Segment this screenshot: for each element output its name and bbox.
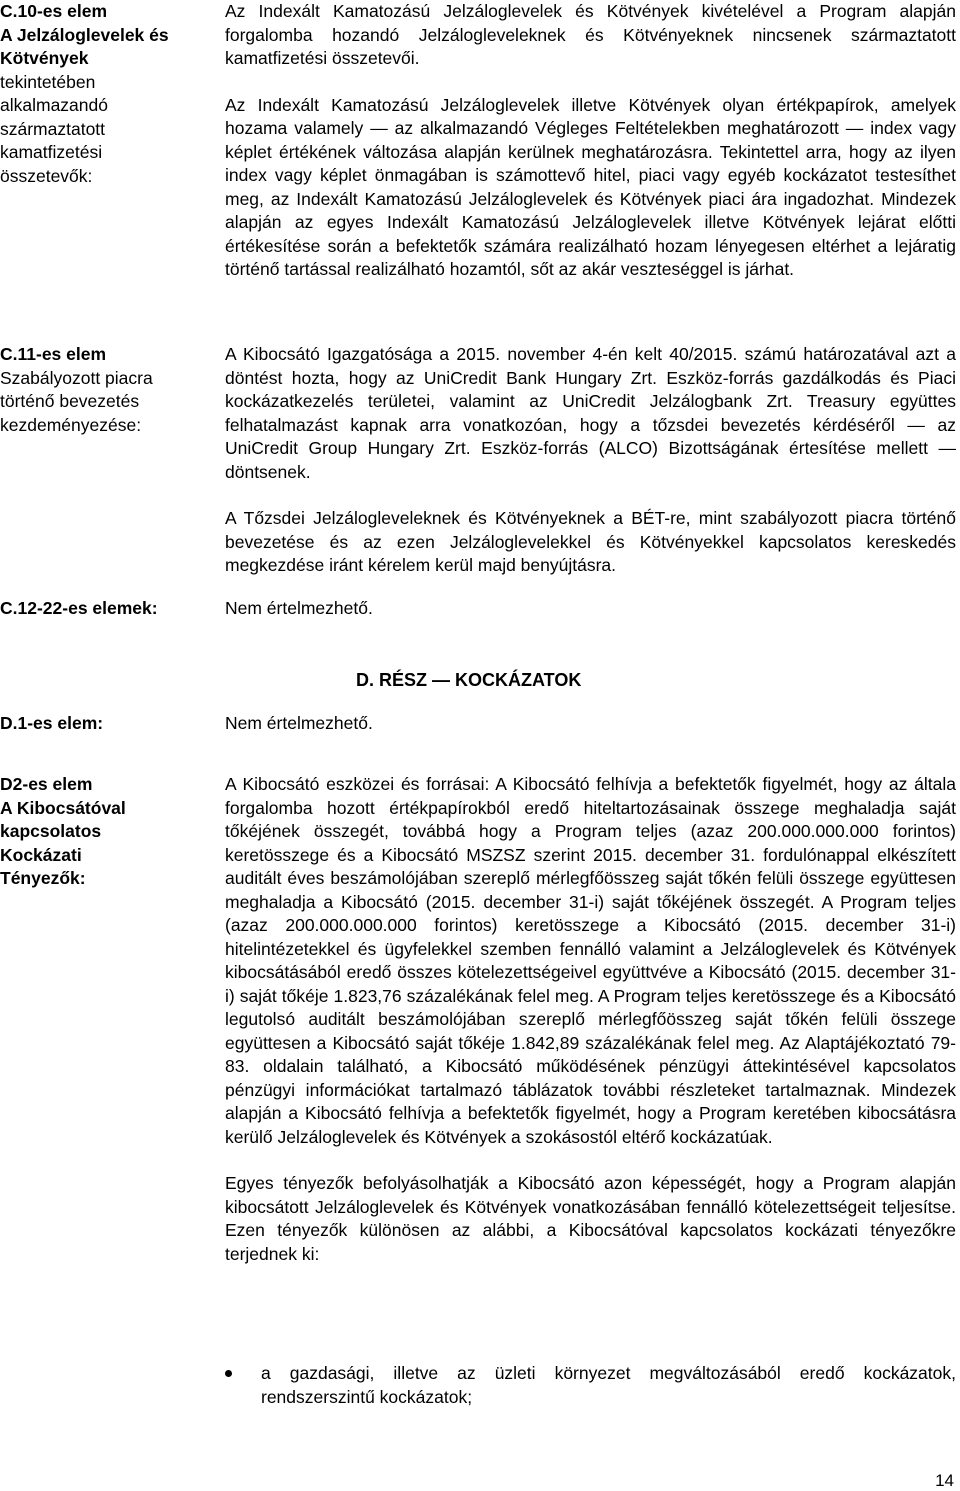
c10-content <box>225 0 956 282</box>
c10-label-line: alkalmazandó <box>0 95 108 115</box>
d2-label-line: kapcsolatos <box>0 821 102 841</box>
d1-label: D.1-es elem: <box>0 713 104 733</box>
c12-label: C.12-22-es elemek: <box>0 598 158 618</box>
d2-label <box>0 773 205 891</box>
c10-label-line: kamatfizetési <box>0 142 103 162</box>
c11-paragraph: A Tőzsdei Jelzálogleveleknek és Kötvényeknek a BÉT-re, mint szabályozott piacra történő bevezetése és az ezen Jelzáloglevelekkel és Kötvényekkel kapcsolatos kereskedés megkezdése iránt kérelem kerül majd benyújtásra. <box>225 508 956 575</box>
c11-label-line: Szabályozott piacra <box>0 367 153 388</box>
c10-label-line: C.10-es elem <box>0 1 108 21</box>
c10-label <box>0 0 205 188</box>
bullet-icon <box>225 1370 232 1377</box>
d2-bullet-text: a gazdasági, illetve az üzleti környezet megváltozásából eredő kockázatok, rendszerszintű kockázatok; <box>261 1363 956 1407</box>
c10-paragraph: Az Indexált Kamatozású Jelzáloglevelek illetve Kötvények olyan értékpapírok, amelyek hozama valamely — az alkalmazandó Végleges Feltételekben meghatározott — index vagy képlet értékének változása alapján kerülnek meghatározásra. Tekintettel arra, hogy az ilyen index vagy képlet önmagában is számottevő hitel, piaci vagy egyéb kockázatot testesíthet meg, az Indexált Kamatozású Jelzáloglevelek és Kötvények piaci ára ingadozhat. Mindezek alapján az egyes Indexált Kamatozású Jelzáloglevelek illetve Kötvények lejárat előtti értékesítése során a befektetők számára realizálható hozam lényegesen eltérhet a lejáratig történő tartással realizálható hozamtól, sőt az akár veszteséggel is járhat. <box>225 94 956 279</box>
d1-text: Nem értelmezhető. <box>225 713 373 733</box>
d2-label-line: Tényezők: <box>0 868 86 888</box>
c10-label-line: tekintetében <box>0 71 96 92</box>
c10-label-line: A Jelzáloglevelek és <box>0 24 169 45</box>
d2-label-line: A Kibocsátóval <box>0 797 126 818</box>
c11-label-line: C.11-es elem <box>0 344 107 364</box>
c10-label-line: Kötvények <box>0 48 89 68</box>
page-number: 14 <box>935 1471 954 1490</box>
section-d-heading: D. RÉSZ — KOCKÁZATOK <box>356 670 582 690</box>
d2-label-line: Kockázati <box>0 844 82 865</box>
c11-label-line: kezdeményezése: <box>0 414 142 435</box>
c10-label-line: összetevők: <box>0 165 93 186</box>
c10-paragraph: Az Indexált Kamatozású Jelzáloglevelek és Kötvények kivételével a Program alapján forgalomba hozandó Jelzálogleveleknek és Kötvényeknek nincsenek származtatott kamatfizetési összetevői. <box>225 1 956 68</box>
c10-label-line: származtatott <box>0 118 106 139</box>
c12-text: Nem értelmezhető. <box>225 598 373 618</box>
c11-paragraph: A Kibocsátó Igazgatósága a 2015. november 4-én kelt 40/2015. számú határozatával azt a döntést hozta, hogy az UniCredit Bank Hungary Zrt. Eszköz-forrás gazdálkodás és Piaci kockázatkezelés területei, valamint az UniCredit Jelzálogbank Zrt. Treasury együttes felhatalmazást kapnak arra vonatkozóan, hogy a tőzsdei bevezetés kérdéséről — az UniCredit Group Hungary Zrt. Eszköz-forrás (ALCO) Bizottságának értesítése mellett — döntsenek. <box>225 344 956 482</box>
c11-content <box>225 343 956 578</box>
d2-content <box>225 773 956 1266</box>
c11-label-line: történő bevezetés <box>0 391 140 411</box>
d2-paragraph: A Kibocsátó eszközei és forrásai: A Kibocsátó felhívja a befektetők figyelmét, hogy az általa forgalomba hozott értékpapírokból eredő hiteltartozásainak összege meghaladja saját tőkéjének összegét, továbbá hogy a Program teljes (azaz 200.000.000.000 forintos) keretösszege és a Kibocsátó MSZSZ szerint 2015. december 31. fordulónappal elkészített auditált éves beszámolójában szereplő mérlegfőösszeg saját tőkén felüli összege együttesen meghaladja a Kibocsátó (2015. december 31-i) saját tőkéjének összegét. A Program teljes (azaz 200.000.000.000 forintos) keretösszege a Kibocsátó (2015. december 31-i) hitelintézetekkel és ügyfelekkel szemben fennálló valamint a Jelzáloglevelek és Kötvények kibocsátásából eredő összes kötelezettségeivel együttvéve a Kibocsátó (2015. december 31-i) saját tőkéje 1.823,76 százalékának felel meg. A Program teljes keretösszege és a Kibocsátó legutolsó auditált beszámolójában szereplő mérlegfőösszeg saját tőkén felüli összege együttesen a Kibocsátó saját tőkéje 1.842,89 százalékának felel meg. Az Alaptájékoztató 79-83. oldalain található, a Kibocsátó működésének pénzügyi áttekintésével kapcsolatos pénzügyi információkat tartalmazó táblázatok további részleteket tartalmaznak. Mindezek alapján a Kibocsátó felhívja a befektetők figyelmét, hogy a Program keretében kibocsátásra kerülő Jelzáloglevelek és Kötvények a szokásostól eltérő kockázatúak. <box>225 774 956 1147</box>
d2-label-line: D2-es elem <box>0 774 93 794</box>
c11-label <box>0 343 205 437</box>
d2-paragraph: Egyes tényezők befolyásolhatják a Kibocsátó azon képességét, hogy a Program alapján kibocsátott Jelzáloglevelek és Kötvények vonatkozásában fennálló kötelezettségeit teljesítse. Ezen tényezők különösen az alábbi, a Kibocsátóval kapcsolatos kockázati tényezőkre terjednek ki: <box>225 1173 956 1264</box>
